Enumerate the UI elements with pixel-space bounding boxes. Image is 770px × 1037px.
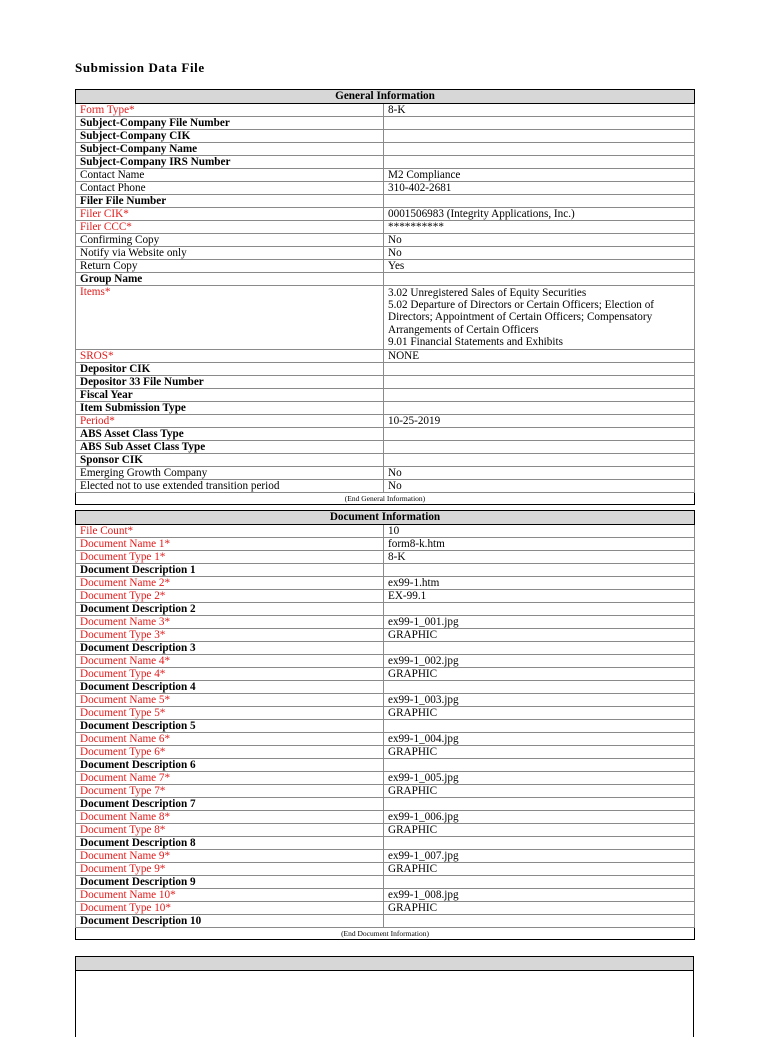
field-row-document-description-6 <box>76 759 695 772</box>
field-value: ex99-1_004.jpg <box>384 733 695 746</box>
field-label: Document Description 7 <box>76 798 384 811</box>
field-row-document-name-5 <box>76 694 695 707</box>
field-value: 10 <box>384 525 695 538</box>
field-value: ex99-1_006.jpg <box>384 811 695 824</box>
field-value: 10-25-2019 <box>384 415 695 428</box>
field-label: Document Name 6* <box>76 733 384 746</box>
field-value: 0001506983 (Integrity Applications, Inc.) <box>384 208 695 221</box>
field-label: Document Type 2* <box>76 590 384 603</box>
field-row-depositor-cik <box>76 363 695 376</box>
general-information-footer-row <box>76 493 695 505</box>
field-label: Document Name 7* <box>76 772 384 785</box>
field-label: Filer CIK* <box>76 208 384 221</box>
field-value: form8-k.htm <box>384 538 695 551</box>
field-row-elected-not-to-use-extended-transition-period <box>76 480 695 493</box>
field-label: Depositor CIK <box>76 363 384 376</box>
field-value <box>384 389 695 402</box>
field-row-document-description-10 <box>76 915 695 928</box>
field-label: Subject-Company CIK <box>76 130 384 143</box>
field-label: Confirming Copy <box>76 234 384 247</box>
field-value: 8-K <box>384 551 695 564</box>
field-row-document-type-4 <box>76 668 695 681</box>
field-value <box>384 441 695 454</box>
general-information-footer: (End General Information) <box>76 493 695 505</box>
field-value <box>384 428 695 441</box>
document-information-rows <box>76 525 695 928</box>
field-row-document-type-3 <box>76 629 695 642</box>
field-row-document-name-3 <box>76 616 695 629</box>
field-value: No <box>384 467 695 480</box>
field-label: Document Description 8 <box>76 837 384 850</box>
field-label: Period* <box>76 415 384 428</box>
field-label: Group Name <box>76 273 384 286</box>
field-value: NONE <box>384 350 695 363</box>
field-label: Document Name 10* <box>76 889 384 902</box>
field-label: SROS* <box>76 350 384 363</box>
field-row-items <box>76 286 695 350</box>
field-row-subject-company-file-number <box>76 117 695 130</box>
field-value <box>384 143 695 156</box>
field-label: File Count* <box>76 525 384 538</box>
field-label: Document Description 1 <box>76 564 384 577</box>
field-value <box>384 273 695 286</box>
field-label: Document Type 6* <box>76 746 384 759</box>
field-value <box>384 130 695 143</box>
field-label: Filer File Number <box>76 195 384 208</box>
field-label: Document Description 4 <box>76 681 384 694</box>
field-label: Document Name 8* <box>76 811 384 824</box>
page-title: Submission Data File <box>75 60 205 75</box>
field-label: Document Description 5 <box>76 720 384 733</box>
field-label: Document Name 9* <box>76 850 384 863</box>
field-label: ABS Asset Class Type <box>76 428 384 441</box>
field-value: ex99-1_002.jpg <box>384 655 695 668</box>
field-value: GRAPHIC <box>384 668 695 681</box>
field-row-document-description-4 <box>76 681 695 694</box>
field-label: Filer CCC* <box>76 221 384 234</box>
field-label: Document Name 3* <box>76 616 384 629</box>
field-value <box>384 376 695 389</box>
field-row-depositor-33-file-number <box>76 376 695 389</box>
field-label: Elected not to use extended transition period <box>76 480 384 493</box>
field-row-document-description-1 <box>76 564 695 577</box>
document-information-footer-row <box>76 928 695 940</box>
field-label: Subject-Company Name <box>76 143 384 156</box>
field-value: No <box>384 234 695 247</box>
field-value: ex99-1_007.jpg <box>384 850 695 863</box>
field-value <box>384 564 695 577</box>
field-row-document-name-7 <box>76 772 695 785</box>
field-label: Document Type 4* <box>76 668 384 681</box>
general-information-rows <box>76 104 695 493</box>
field-row-document-name-1 <box>76 538 695 551</box>
field-value <box>384 681 695 694</box>
field-value <box>384 603 695 616</box>
field-row-document-name-10 <box>76 889 695 902</box>
field-value: ex99-1_001.jpg <box>384 616 695 629</box>
field-row-item-submission-type <box>76 402 695 415</box>
field-row-document-description-2 <box>76 603 695 616</box>
field-row-filer-file-number <box>76 195 695 208</box>
field-label: Contact Name <box>76 169 384 182</box>
field-value: GRAPHIC <box>384 902 695 915</box>
field-value: No <box>384 247 695 260</box>
field-row-sponsor-cik <box>76 454 695 467</box>
field-row-contact-phone <box>76 182 695 195</box>
field-row-group-name <box>76 273 695 286</box>
field-value <box>384 454 695 467</box>
next-section-box <box>75 956 694 1037</box>
field-row-subject-company-name <box>76 143 695 156</box>
field-row-emerging-growth-company <box>76 467 695 480</box>
field-value: GRAPHIC <box>384 746 695 759</box>
field-row-sros <box>76 350 695 363</box>
field-label: Document Description 10 <box>76 915 384 928</box>
field-label: Form Type* <box>76 104 384 117</box>
field-row-abs-asset-class-type <box>76 428 695 441</box>
field-label: Document Description 2 <box>76 603 384 616</box>
field-row-contact-name <box>76 169 695 182</box>
field-row-file-count <box>76 525 695 538</box>
field-row-document-type-8 <box>76 824 695 837</box>
field-row-document-description-3 <box>76 642 695 655</box>
field-value <box>384 156 695 169</box>
field-value: 310-402-2681 <box>384 182 695 195</box>
field-label: Document Name 2* <box>76 577 384 590</box>
field-row-document-name-8 <box>76 811 695 824</box>
field-value: GRAPHIC <box>384 629 695 642</box>
field-label: Document Description 6 <box>76 759 384 772</box>
field-value: ex99-1_008.jpg <box>384 889 695 902</box>
field-label: Fiscal Year <box>76 389 384 402</box>
field-label: ABS Sub Asset Class Type <box>76 441 384 454</box>
field-row-document-type-9 <box>76 863 695 876</box>
field-row-document-name-4 <box>76 655 695 668</box>
field-value <box>384 759 695 772</box>
document-information-header: Document Information <box>76 511 695 525</box>
field-value: 8-K <box>384 104 695 117</box>
field-value <box>384 195 695 208</box>
field-row-filer-cik <box>76 208 695 221</box>
field-label: Depositor 33 File Number <box>76 376 384 389</box>
field-value <box>384 798 695 811</box>
field-label: Return Copy <box>76 260 384 273</box>
field-value: GRAPHIC <box>384 707 695 720</box>
field-row-document-type-5 <box>76 707 695 720</box>
field-value <box>384 837 695 850</box>
field-label: Items* <box>76 286 384 350</box>
field-row-document-description-5 <box>76 720 695 733</box>
field-row-fiscal-year <box>76 389 695 402</box>
field-value <box>384 117 695 130</box>
field-row-abs-sub-asset-class-type <box>76 441 695 454</box>
field-label: Document Name 1* <box>76 538 384 551</box>
field-row-document-type-2 <box>76 590 695 603</box>
field-label: Subject-Company File Number <box>76 117 384 130</box>
field-label: Item Submission Type <box>76 402 384 415</box>
field-row-filer-ccc <box>76 221 695 234</box>
field-row-document-description-7 <box>76 798 695 811</box>
document-information-table <box>75 510 695 940</box>
field-label: Subject-Company IRS Number <box>76 156 384 169</box>
field-label: Contact Phone <box>76 182 384 195</box>
general-information-header: General Information <box>76 90 695 104</box>
field-value: EX-99.1 <box>384 590 695 603</box>
field-label: Document Type 8* <box>76 824 384 837</box>
next-section-header <box>76 957 693 971</box>
field-value: M2 Compliance <box>384 169 695 182</box>
field-value <box>384 720 695 733</box>
field-label: Document Description 9 <box>76 876 384 889</box>
field-value <box>384 363 695 376</box>
field-label: Document Type 3* <box>76 629 384 642</box>
field-label: Document Type 10* <box>76 902 384 915</box>
field-value: No <box>384 480 695 493</box>
field-value <box>384 642 695 655</box>
field-row-notify-via-website-only <box>76 247 695 260</box>
field-row-period <box>76 415 695 428</box>
field-value: GRAPHIC <box>384 863 695 876</box>
field-value: ex99-1.htm <box>384 577 695 590</box>
field-row-document-name-2 <box>76 577 695 590</box>
field-value: GRAPHIC <box>384 785 695 798</box>
general-information-table <box>75 89 695 505</box>
field-label: Document Type 5* <box>76 707 384 720</box>
field-row-document-description-8 <box>76 837 695 850</box>
field-row-document-type-1 <box>76 551 695 564</box>
field-row-document-type-6 <box>76 746 695 759</box>
field-row-return-copy <box>76 260 695 273</box>
field-label: Sponsor CIK <box>76 454 384 467</box>
field-value: ********** <box>384 221 695 234</box>
field-value: ex99-1_003.jpg <box>384 694 695 707</box>
field-value <box>384 876 695 889</box>
field-row-document-name-6 <box>76 733 695 746</box>
field-row-document-description-9 <box>76 876 695 889</box>
field-label: Document Description 3 <box>76 642 384 655</box>
field-row-confirming-copy <box>76 234 695 247</box>
field-row-form-type <box>76 104 695 117</box>
field-value: GRAPHIC <box>384 824 695 837</box>
field-label: Notify via Website only <box>76 247 384 260</box>
general-information-header-row <box>76 90 695 104</box>
field-label: Document Type 9* <box>76 863 384 876</box>
field-label: Document Type 1* <box>76 551 384 564</box>
document-information-header-row <box>76 511 695 525</box>
field-row-document-type-10 <box>76 902 695 915</box>
field-label: Document Name 5* <box>76 694 384 707</box>
field-label: Document Type 7* <box>76 785 384 798</box>
field-row-subject-company-cik <box>76 130 695 143</box>
field-label: Emerging Growth Company <box>76 467 384 480</box>
field-value: ex99-1_005.jpg <box>384 772 695 785</box>
field-row-document-type-7 <box>76 785 695 798</box>
field-row-document-name-9 <box>76 850 695 863</box>
field-value: 3.02 Unregistered Sales of Equity Securities 5.02 Departure of Directors or Certain Officers; Election of Directors; Appointment of Certain Officers; Compensatory Arrangements of Certain Officers 9.01 Financial Statements and Exhibits <box>384 286 695 350</box>
document-information-footer: (End Document Information) <box>76 928 695 940</box>
field-value: Yes <box>384 260 695 273</box>
field-value <box>384 915 695 928</box>
field-value <box>384 402 695 415</box>
field-row-subject-company-irs-number <box>76 156 695 169</box>
field-label: Document Name 4* <box>76 655 384 668</box>
